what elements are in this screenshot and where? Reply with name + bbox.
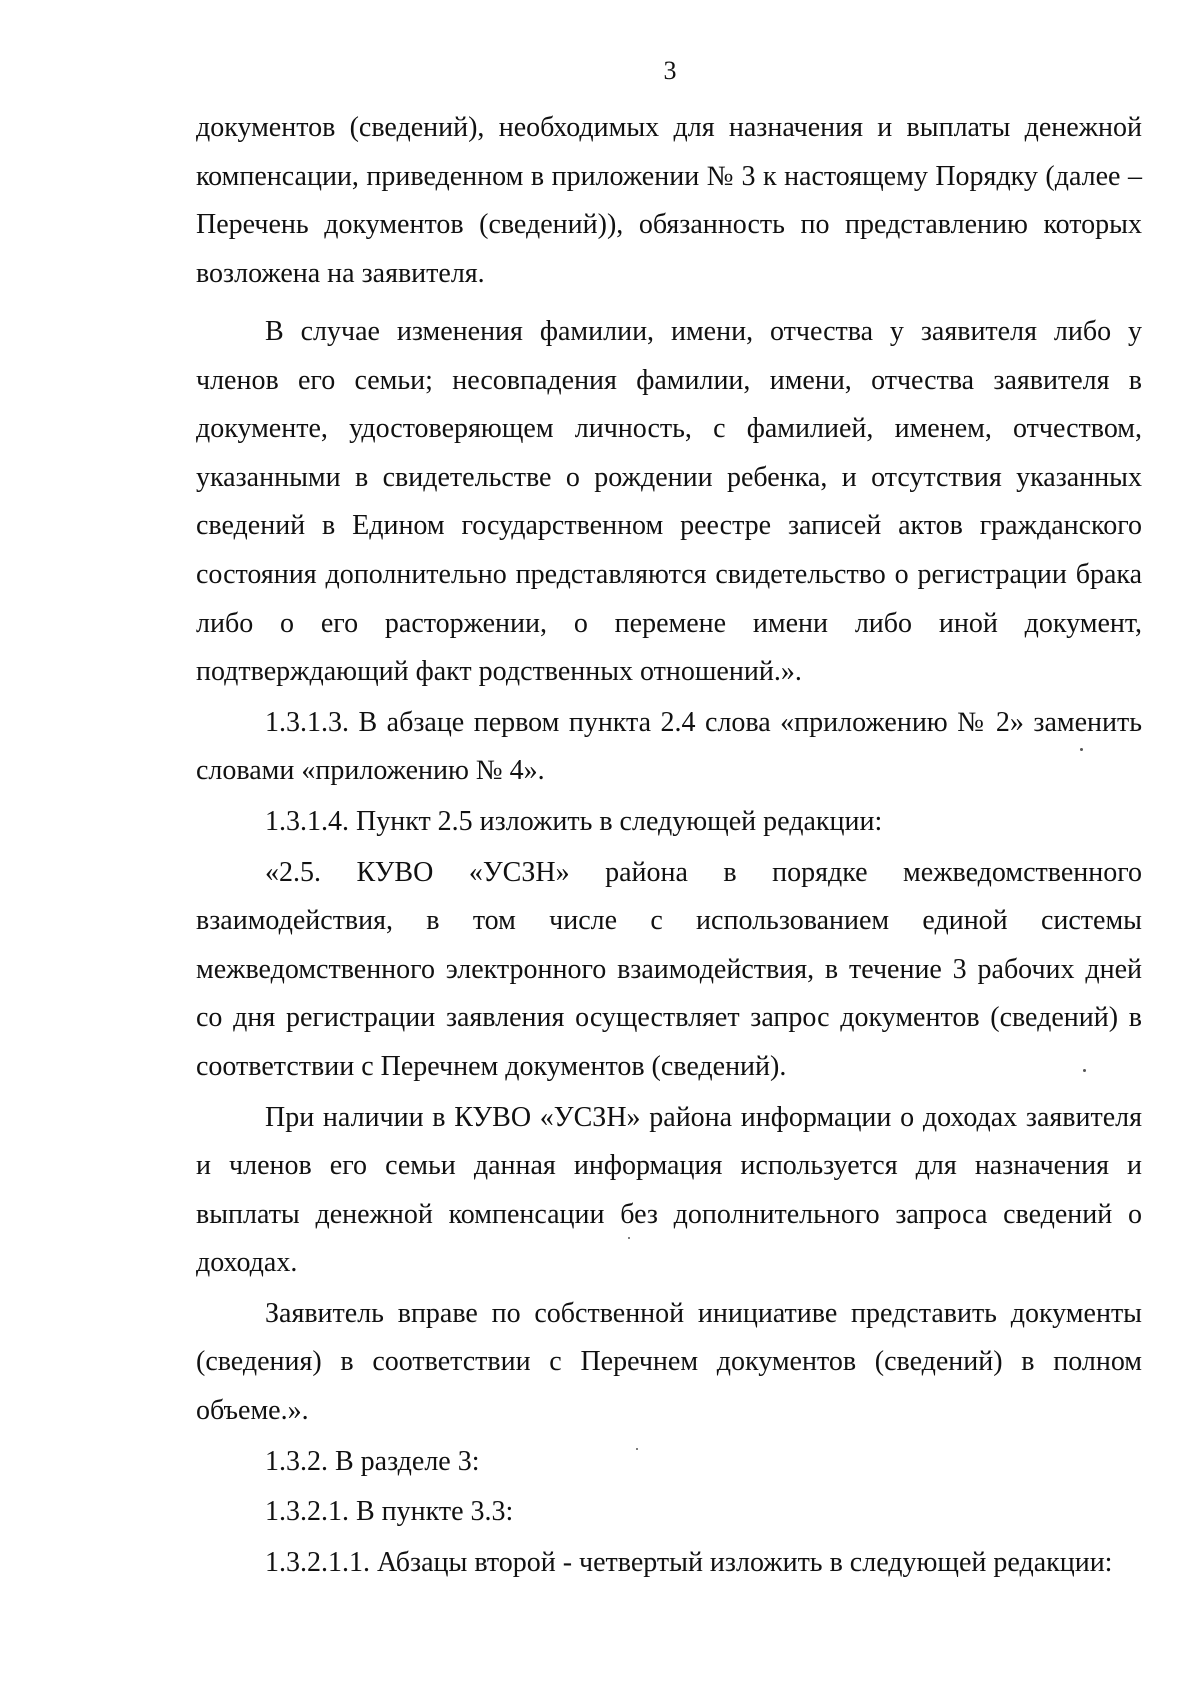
paragraph-2-5: «2.5. КУВО «УСЗН» района в порядке межведомственного взаимодействия, в том числе с использованием единой системы межведомственного электронного взаимодействия, в течение 3 рабочих дней со дня регистрации заявления осуществляет запрос документов (сведений) в соответствии с Перечнем документов (сведений).	[196, 856, 1142, 1082]
paragraph-1-3-2-1-1: 1.3.2.1.1. Абзацы второй - четвертый изложить в следующей редакции:	[265, 1546, 1113, 1578]
scan-speck	[628, 1237, 630, 1239]
scan-speck	[636, 1448, 638, 1450]
paragraph-1-3-2: 1.3.2. В разделе 3:	[265, 1445, 480, 1477]
paragraph-1-3-2-1: 1.3.2.1. В пункте 3.3:	[265, 1496, 514, 1528]
paragraph-continuation: документов (сведений), необходимых для назначения и выплаты денежной компенсации, приведенном в приложении № 3 к настоящему Порядку (далее – Перечень документов (сведений)), обязанность по представлению которых возложена на заявителя.	[196, 112, 1142, 289]
page-number: 3	[663, 56, 677, 85]
scan-speck	[1083, 1069, 1086, 1072]
scan-speck	[1080, 748, 1083, 751]
paragraph-income-info: При наличии в КУВО «УСЗН» района информации о доходах заявителя и членов его семьи данная информация используется для назначения и выплаты денежной компенсации без дополнительного запроса сведений о доходах.	[196, 1101, 1142, 1279]
paragraph-applicant-right: Заявитель вправе по собственной инициативе представить документы (сведения) в соответствии с Перечнем документов (сведений) в полном объеме.».	[196, 1297, 1142, 1427]
paragraph-1-3-1-4: 1.3.1.4. Пункт 2.5 изложить в следующей редакции:	[265, 805, 883, 837]
paragraph-name-change: В случае изменения фамилии, имени, отчества у заявителя либо у членов его семьи; несовпадения фамилии, имени, отчества заявителя в документе, удостоверяющем личность, с фамилией, именем, отчеством, указанными в свидетельстве о рождении ребенка, и отсутствия указанных сведений в Едином государственном реестре записей актов гражданского состояния дополнительно представляются свидетельство о регистрации брака либо о его расторжении, о перемене имени либо иной документ, подтверждающий факт родственных отношений.».	[196, 316, 1142, 688]
paragraph-1-3-1-3: 1.3.1.3. В абзаце первом пункта 2.4 слова «приложению № 2» заменить словами «приложению № 4».	[196, 706, 1142, 787]
document-body	[196, 104, 1142, 1587]
